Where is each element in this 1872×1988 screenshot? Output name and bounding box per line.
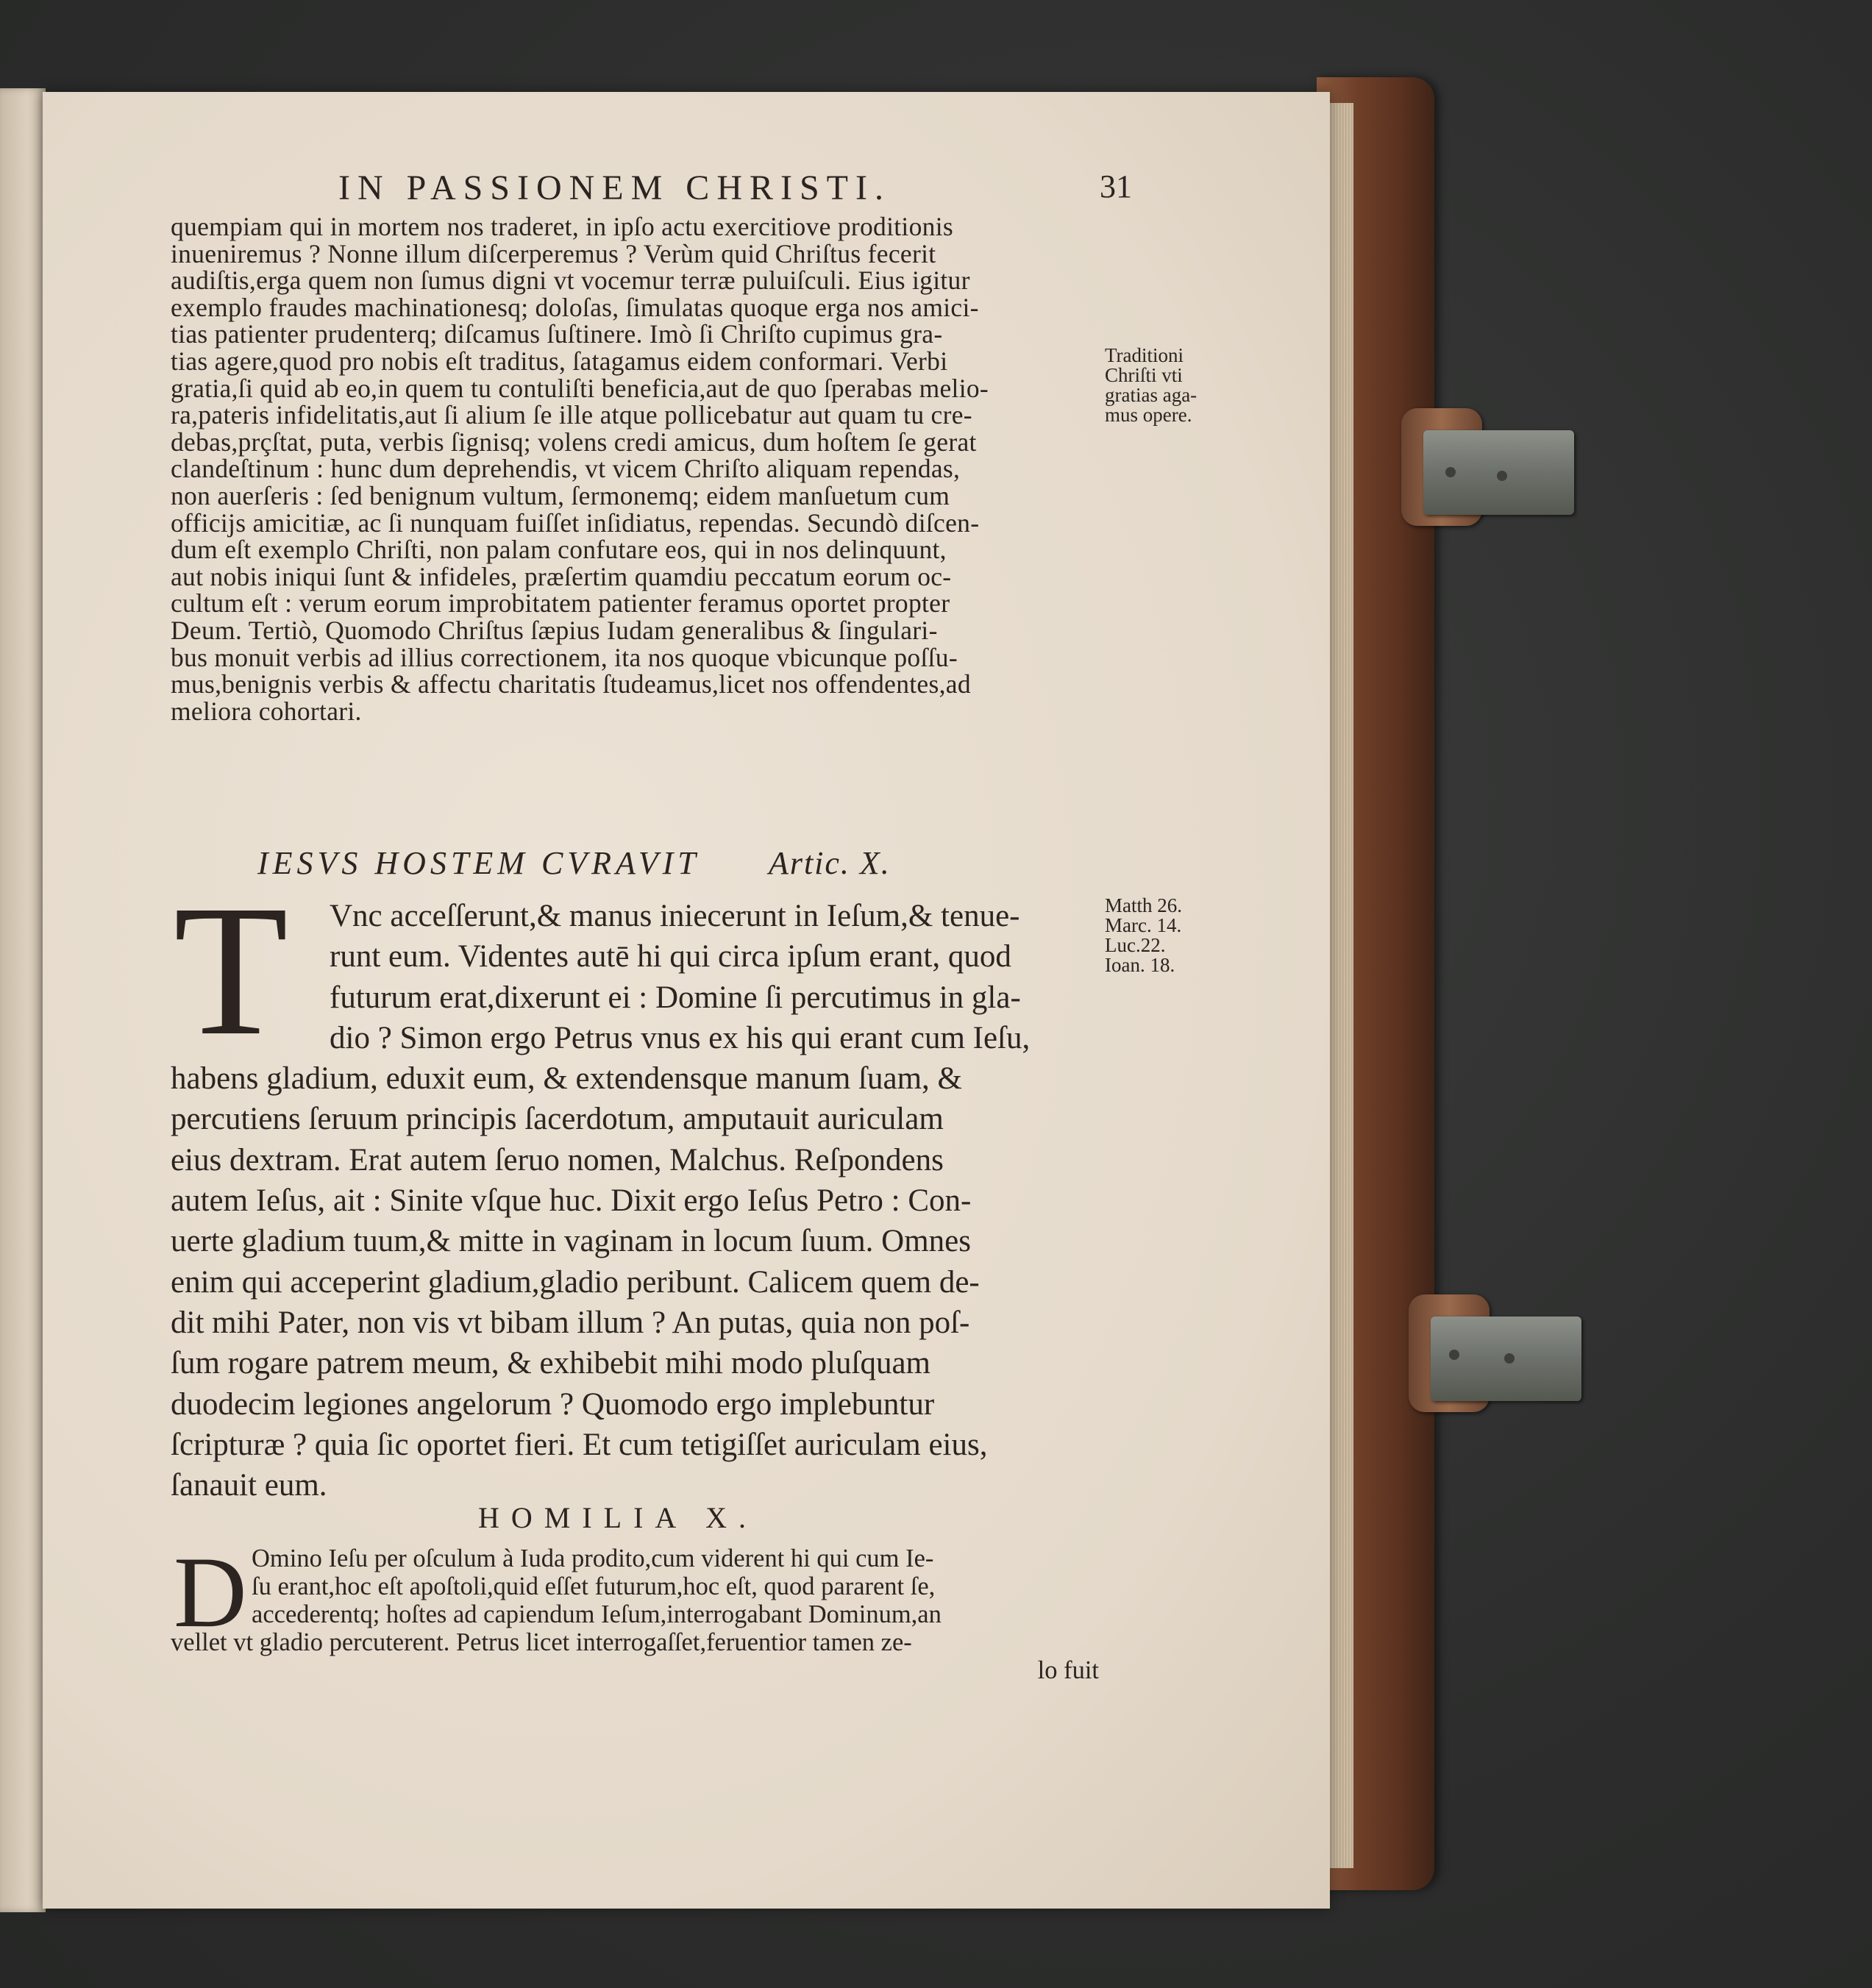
text-line: percutiens ſeruum principis ſacerdotum, amputauit auriculam <box>171 1102 944 1137</box>
section-title <box>257 844 891 882</box>
marginal-line: Chriſti vti <box>1105 364 1183 386</box>
drop-cap-t: T <box>174 867 288 1075</box>
text-line: cultum eſt : verum eorum improbitatem patienter feramus oportet propter <box>171 588 950 619</box>
marginal-line: Ioan. 18. <box>1105 954 1175 976</box>
text-line: gratia,ſi quid ab eo,in quem tu contuliſti beneficia,aut de quo ſperabas melio- <box>171 373 989 403</box>
text-line: autem Ieſus, ait : Sinite vſque huc. Dixit ergo Ieſus Petro : Con- <box>171 1183 972 1219</box>
marginal-line: mus opere. <box>1105 404 1192 426</box>
text-line: ſcripturæ ? quia ſic oportet fieri. Et cum tetigiſſet auriculam eius, <box>171 1427 988 1462</box>
homilia-text <box>171 1536 1099 1684</box>
text-line: debas,prçſtat, puta, verbis ſignisq; volens credi amicus, dum hoſtem ſe gerat <box>171 427 977 457</box>
catchword: lo fuit <box>1037 1656 1099 1684</box>
passage-1 <box>171 213 989 724</box>
text-line: ra,pateris infidelitatis,aut ſi alium ſe ille atque pollicebatur aut quam tu cre- <box>171 400 972 430</box>
text-line: audiſtis,erga quem non ſumus digni vt vocemur terræ puluiſculi. Eius igitur <box>171 266 970 296</box>
text-line: officijs amicitiæ, ac ſi nunquam fuiſſet inſidiatus, rependas. Secundò diſcen- <box>171 507 980 538</box>
text-line: futurum erat,dixerunt ei : Domine ſi percutimus in gla- <box>330 980 1021 1015</box>
marginal-line: gratias aga- <box>1105 384 1197 406</box>
text-line: eius dextram. Erat autem ſeruo nomen, Malchus. Reſpondens <box>171 1142 944 1178</box>
marginal-line: Marc. 14. <box>1105 914 1182 936</box>
book-clasp-bottom <box>1409 1294 1585 1412</box>
text-line: Vnc acceſſerunt,& manus iniecerunt in Ieſum,& tenue- <box>330 899 1020 933</box>
text-line: quempiam qui in mortem nos traderet, in ipſo actu exercitiove proditionis <box>171 212 953 241</box>
text-line: inueniremus ? Nonne illum diſcerperemus ? Verùm quid Chriſtus fecerit <box>171 238 936 268</box>
text-line: Omino Ieſu per oſculum à Iuda prodito,cum viderent hi qui cum Ie- <box>252 1545 934 1572</box>
page-number: 31 <box>1100 168 1132 204</box>
text-line: aut nobis iniqui ſunt & infideles, præſertim quamdiu peccatum eorum oc- <box>171 561 952 591</box>
text-line: non auerſeris : ſed benignum vultum, ſermonemq; eidem manſuetum cum <box>171 480 950 510</box>
text-line: accederentq; hoſtes ad capiendum Ieſum,interrogabant Dominum,an <box>252 1600 942 1628</box>
marginal-note-traditioni <box>1105 346 1197 425</box>
text-line: ſanauit eum. <box>171 1468 327 1503</box>
clasp-rivet <box>1445 467 1456 477</box>
text-line: clandeſtinum : hunc dum deprehendis, vt vicem Chriſto aliquam rependas, <box>171 454 961 484</box>
section-title-text: IESVS HOSTEM CVRAVIT <box>257 845 700 881</box>
running-head: IN PASSIONEM CHRISTI. <box>338 168 891 207</box>
text-line: vellet vt gladio percuterent. Petrus licet interrogaſſet,feruentior tamen ze- <box>171 1628 912 1656</box>
marginal-line: Traditioni <box>1105 344 1184 366</box>
text-line: enim qui acceperint gladium,gladio peribunt. Calicem quem de- <box>171 1264 980 1300</box>
text-line: runt eum. Videntes autē hi qui circa ipſum erant, quod <box>330 939 1011 975</box>
clasp-rivet <box>1497 471 1507 481</box>
text-line: uerte gladium tuum,& mitte in vaginam in locum ſuum. Omnes <box>171 1224 971 1259</box>
text-line: dio ? Simon ergo Petrus vnus ex his qui erant cum Ieſu, <box>330 1020 1031 1055</box>
article-number: Artic. X. <box>768 845 891 881</box>
text-line: tias patienter prudenterq; diſcamus ſuſtinere. Imò ſi Chriſto cupimus gra- <box>171 319 943 349</box>
text-line: duodecim legiones angelorum ? Quomodo ergo implebuntur <box>171 1386 935 1422</box>
text-line: ſum rogare patrem meum, & exhibebit mihi modo pluſquam <box>171 1346 930 1381</box>
passage-2 <box>171 867 1031 1506</box>
text-line: ſu erant,hoc eſt apoſtoli,quid eſſet futurum,hoc eſt, quod pararent ſe, <box>252 1572 936 1600</box>
text-line: bus monuit verbis ad illius correctionem, ita nos quoque vbicunque poſſu- <box>171 642 958 672</box>
text-line: dum eſt exemplo Chriſti, non palam confutare eos, qui in nos delinquunt, <box>171 535 947 565</box>
drop-cap-d: D <box>174 1536 247 1648</box>
homilia-heading: HOMILIA X. <box>478 1501 758 1534</box>
marginal-line: Luc.22. <box>1105 934 1166 956</box>
text-line: mus,benignis verbis & affectu charitatis ſtudeamus,licet nos offendentes,ad <box>171 669 971 699</box>
text-line: habens gladium, eduxit eum, & extendensque manum ſuam, & <box>171 1061 962 1097</box>
text-line: exemplo fraudes machinationesq; doloſas, ſimulatas quoque erga nos amici- <box>171 292 979 322</box>
previous-page-edge <box>0 88 46 1912</box>
marginal-line: Matth 26. <box>1105 894 1182 916</box>
marginal-note-gospel-references <box>1105 896 1182 975</box>
clasp-rivet <box>1504 1353 1515 1364</box>
text-line: dit mihi Pater, non vis vt bibam illum ? An putas, quia non poſ- <box>171 1305 970 1340</box>
text-line: Deum. Tertiò, Quomodo Chriſtus ſæpius Iudam generalibus & ſingulari- <box>171 615 938 645</box>
book-clasp-top <box>1401 408 1578 526</box>
text-line: tias agere,quod pro nobis eſt traditus, ſatagamus eidem conformari. Verbi <box>171 346 948 376</box>
text-line: meliora cohortari. <box>171 696 362 726</box>
clasp-rivet <box>1449 1350 1459 1360</box>
